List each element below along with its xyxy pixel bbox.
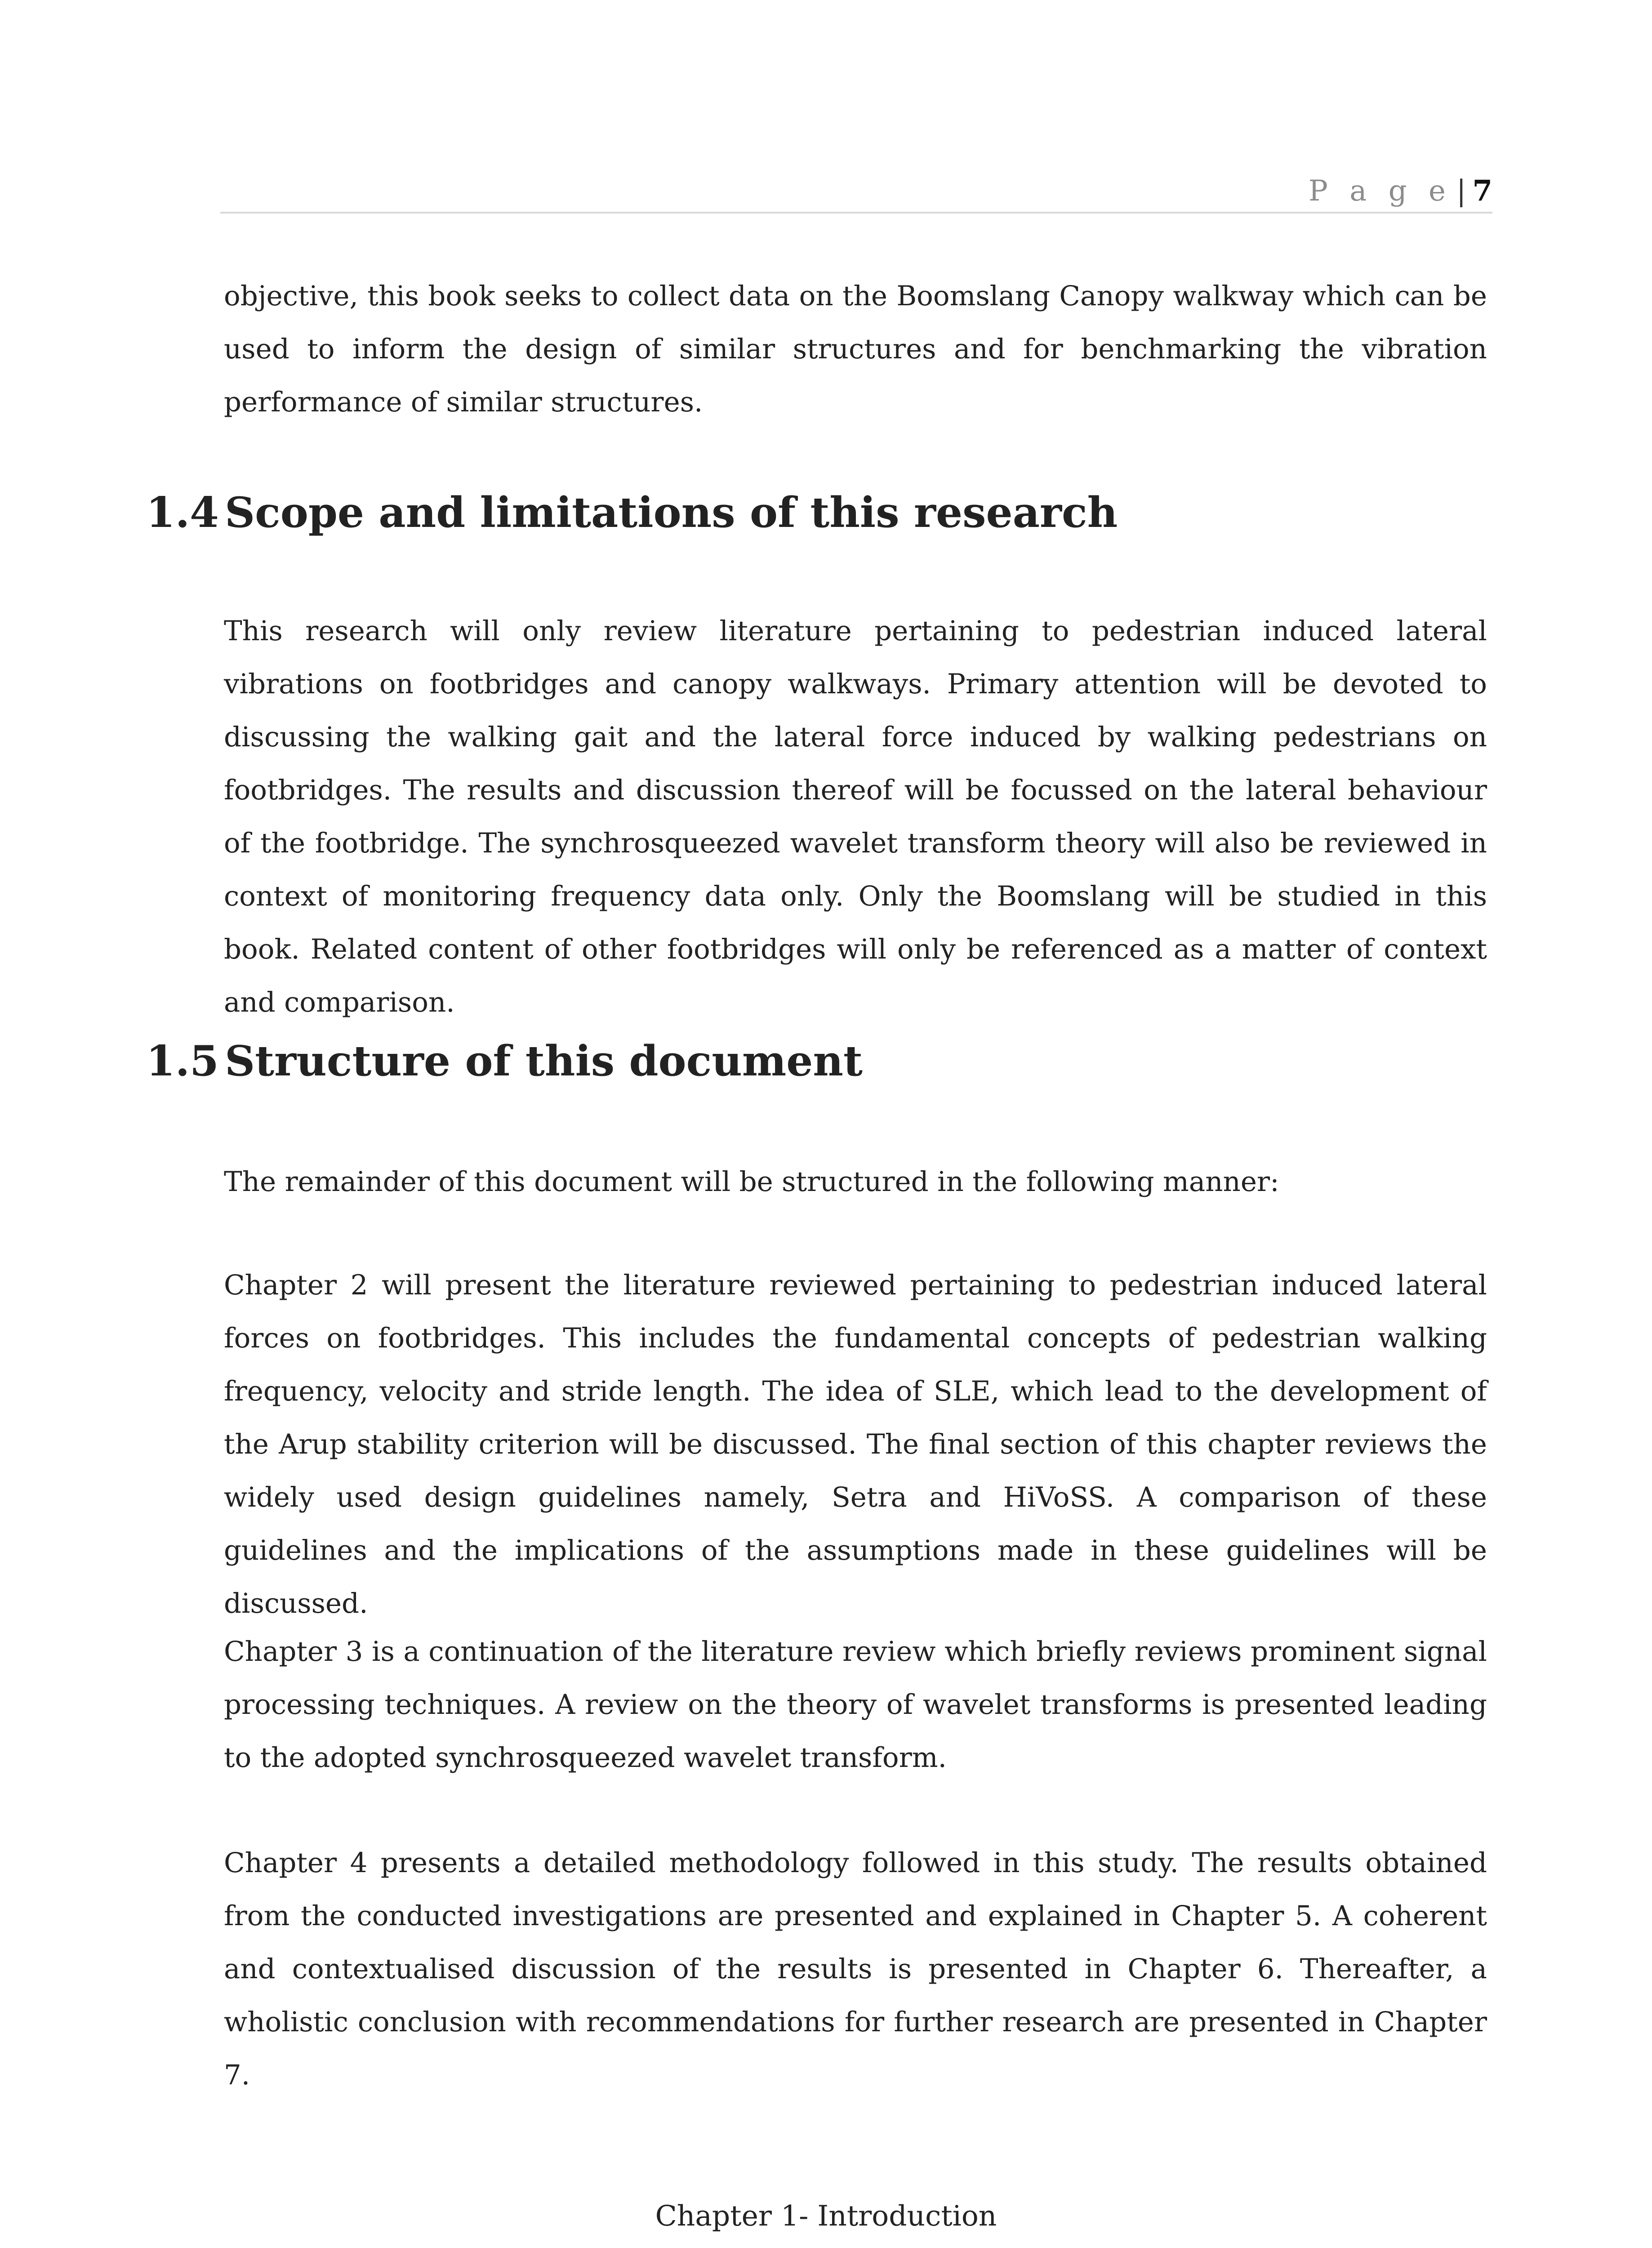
section-heading-scope [146, 488, 1118, 537]
footer-author [0, 2244, 1652, 2248]
chapter-3-paragraph: Chapter 3 is a continuation of the literature review which briefly reviews prominent signal processing techniques. A review on the theory of wavelet transforms is presented leading to the adopted synchrosqueezed wavelet transform. [224, 1636, 1487, 1774]
footer-chapter: Chapter 1- Introduction [655, 2199, 997, 2232]
chapter-4-paragraph: Chapter 4 presents a detailed methodology followed in this study. The results obtained from the conducted investigations are presented and explained in Chapter 5. A coherent and contextualised discussion of the results is presented in Chapter 6. Thereafter, a wholistic conclusion with recommendations for further research are presented in Chapter 7. [224, 1847, 1487, 2091]
section-number: 1.5 [146, 1036, 219, 1085]
section-number: 1.4 [146, 488, 219, 537]
section-heading-structure [146, 1036, 863, 1086]
section-title: Scope and limitations of this research [225, 488, 1118, 537]
page-number: 7 [1472, 174, 1492, 208]
chapter-2-paragraph: Chapter 2 will present the literature reviewed pertaining to pedestrian induced lateral forces on footbridges. This includes the fundamental concepts of pedestrian walking frequency, velocity and stride length. The idea of SLE, which lead to the development of the Arup stability criterion will be discussed. The final section of this chapter reviews the widely used design guidelines namely, Setra and HiVoSS. A comparison of these guidelines and the implications of the assumptions made in these guidelines will be discussed. [224, 1269, 1487, 1619]
section-title: Structure of this document [225, 1036, 863, 1085]
page-header [220, 173, 1492, 214]
structure-intro-paragraph: The remainder of this document will be structured in the following manner: [224, 1166, 1279, 1198]
page-separator: | [1456, 174, 1466, 208]
intro-paragraph: objective, this book seeks to collect data on the Boomslang Canopy walkway which can be used to inform the design of similar structures and for benchmarking the vibration performance of similar structures. [224, 280, 1487, 418]
page-label: P a g e [1308, 174, 1452, 208]
scope-paragraph: This research will only review literature pertaining to pedestrian induced lateral vibrations on footbridges and canopy walkways. Primary attention will be devoted to discussing the walking gait and the lateral force induced by walking pedestrians on footbridges. The results and discussion thereof will be focussed on the lateral behaviour of the footbridge. The synchrosqueezed wavelet transform theory will also be reviewed in context of monitoring frequency data only. Only the Boomslang will be studied in this book. Related content of other footbridges will only be referenced as a matter of context and comparison. [224, 615, 1487, 1018]
